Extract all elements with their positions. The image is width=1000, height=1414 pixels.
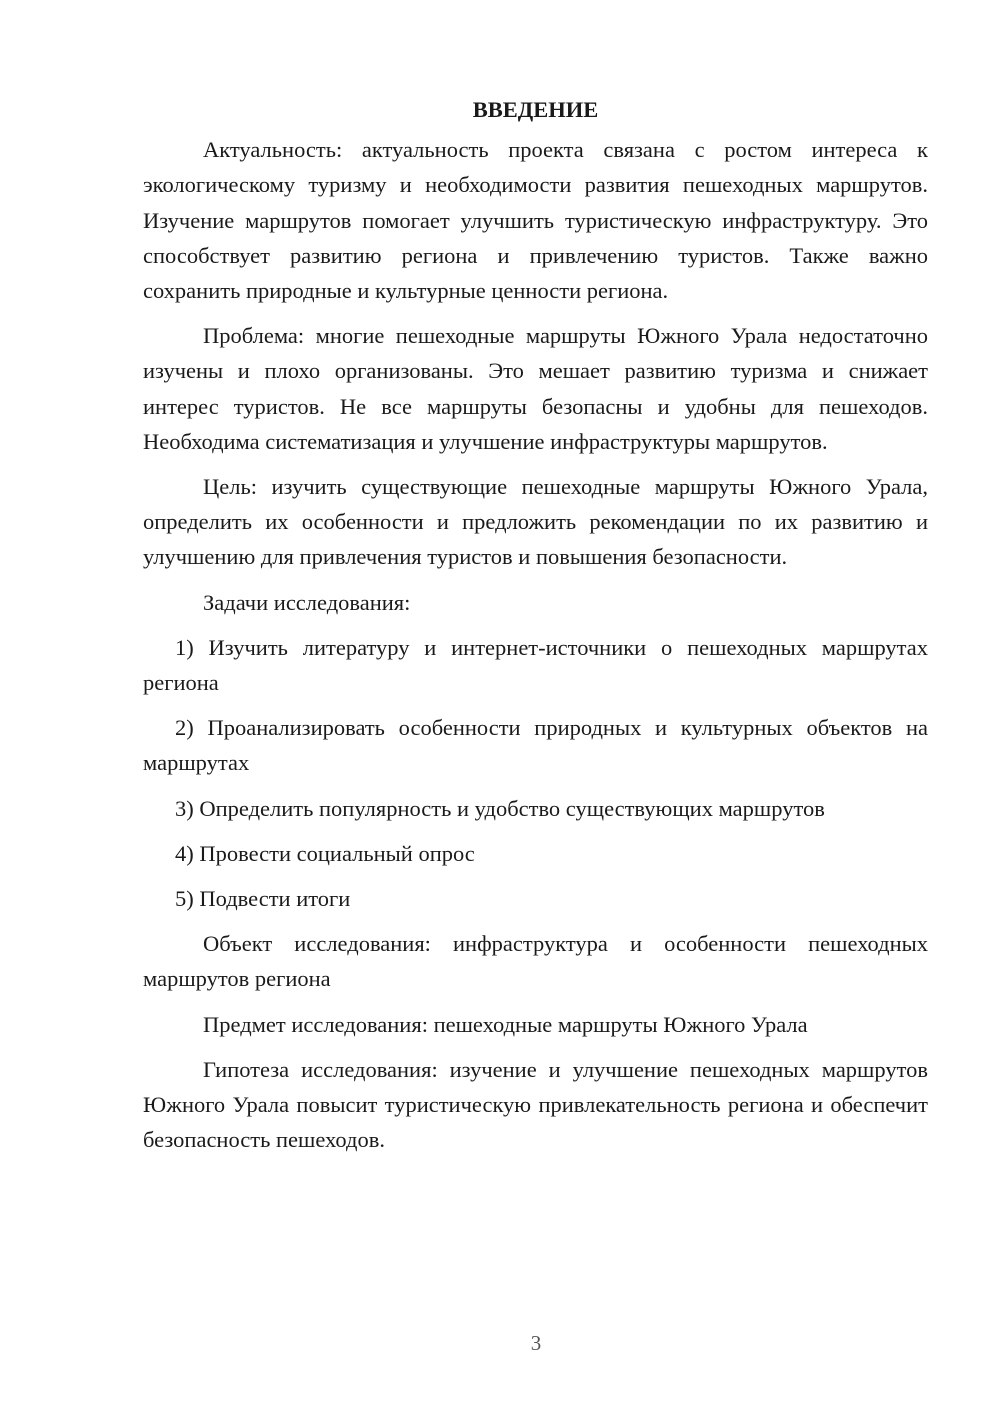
- relevance-paragraph: Актуальность: актуальность проекта связана с ростом интереса к экологическому туризму и необходимости развития пешеходных маршрутов. Изучение маршрутов помогает улучшить туристическую инфраструктуру. Это способствует развитию региона и привлечению туристов. Также важно сохранить природные и культурные ценности региона.: [143, 137, 928, 304]
- hypothesis-paragraph: Гипотеза исследования: изучение и улучшение пешеходных маршрутов Южного Урала повысит туристическую привлекательность региона и обеспечит безопасность пешеходов.: [143, 1056, 928, 1153]
- page-number: 3: [530, 1331, 542, 1355]
- goal-paragraph: Цель: изучить существующие пешеходные маршруты Южного Урала, определить их особенности и предложить рекомендации по их развитию и улучшению для привлечения туристов и повышения безопасности.: [143, 474, 928, 570]
- object-paragraph: Объект исследования: инфраструктура и особенности пешеходных маршрутов региона: [143, 931, 928, 992]
- tasks-heading: Задачи исследования:: [203, 589, 411, 615]
- task-item-5: 5) Подвести итоги: [175, 886, 351, 912]
- problem-paragraph: Проблема: многие пешеходные маршруты Южного Урала недостаточно изучены и плохо организованы. Это мешает развитию туризма и снижает интерес туристов. Не все маршруты безопасны и удобны для пешеходов. Необходима систематизация и улучшение инфраструктуры маршрутов.: [143, 323, 928, 454]
- task-item-2: 2) Проанализировать особенности природных и культурных объектов на маршрутах: [143, 715, 928, 776]
- page-content: [143, 92, 928, 1157]
- task-item-4: 4) Провести социальный опрос: [175, 840, 475, 866]
- task-item-3: 3) Определить популярность и удобство существующих маршрутов: [175, 795, 825, 821]
- task-item-1: 1) Изучить литературу и интернет-источники о пешеходных маршрутах региона: [143, 634, 928, 696]
- section-title: ВВЕДЕНИЕ: [472, 97, 599, 122]
- subject-paragraph: Предмет исследования: пешеходные маршруты Южного Урала: [203, 1011, 808, 1037]
